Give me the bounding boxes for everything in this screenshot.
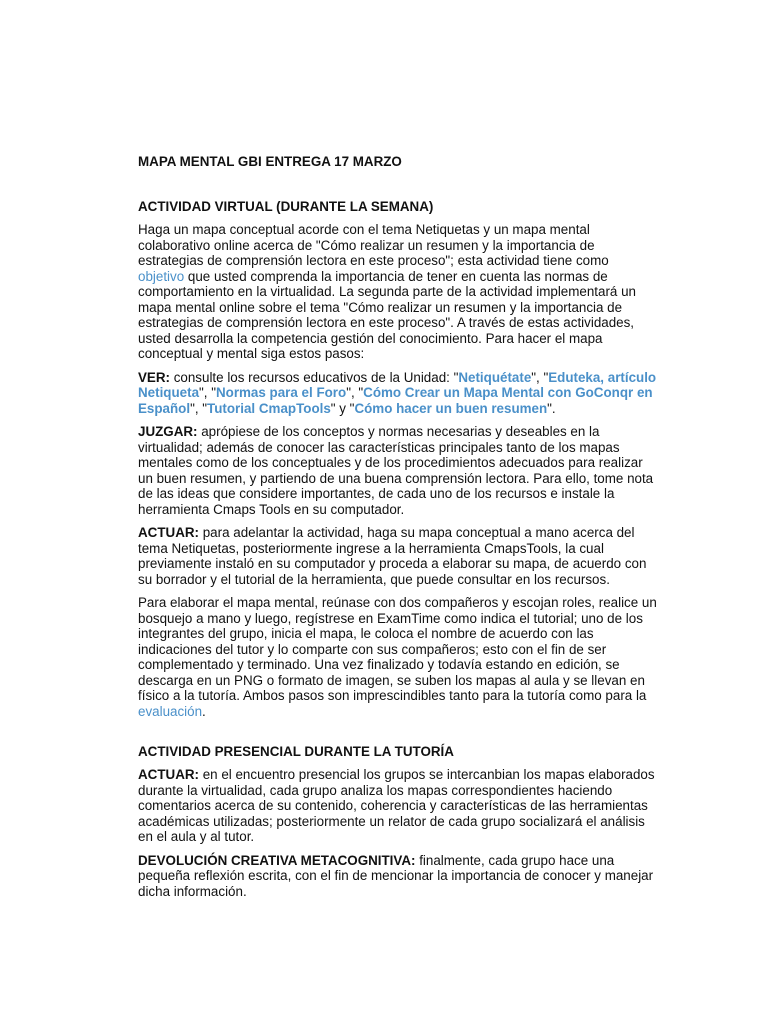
link-normas-foro[interactable]: Normas para el Foro — [215, 385, 347, 400]
section-heading-presencial: ACTIVIDAD PRESENCIAL DURANTE LA TUTORÍA — [138, 744, 454, 759]
ver-text-1: consulte los recursos educativos de la Unidad: " — [170, 369, 459, 385]
juzgar-text: aprópiese de los conceptos y normas necesarias y deseables en la virtualidad; además de conocer las características principales tanto de los mapas mentales como de los conceptuales y de los procedimientos adecuados para realizar un buen resumen, y partiendo de una buena comprensión lectora. Para ello, tome nota de las ideas que considere importantes, de cada uno de los recursos e instale la herramienta Cmaps Tools en su computador. — [138, 424, 654, 517]
devolucion-paragraph — [138, 853, 658, 900]
ver-text-3: ", " — [199, 385, 216, 400]
intro-paragraph — [138, 222, 658, 362]
actuar-presencial-paragraph — [138, 767, 658, 845]
mapa-mental-paragraph — [138, 595, 658, 719]
ver-paragraph — [138, 370, 658, 417]
ver-text-4: ", " — [346, 385, 364, 400]
document-page — [138, 153, 658, 899]
link-evaluacion[interactable]: evaluación — [138, 703, 203, 719]
juzgar-label: JUZGAR: — [138, 424, 198, 439]
ver-text-2: ", " — [531, 369, 549, 385]
actuar-virtual-text: para adelantar la actividad, haga su mapa conceptual a mano acerca del tema Netiquetas, posteriormente ingrese a la herramienta CmapsTools, la cual previamente instaló en su computador y proceda a elaborar su mapa, de acuerdo con su borrador y el tutorial de la herramienta, que puede consultar en los recursos. — [138, 525, 647, 587]
ver-text-6: " y " — [330, 400, 355, 416]
link-netiquetate[interactable]: Netiquétate — [458, 369, 532, 385]
intro-text-2: que usted comprenda la importancia de tener en cuenta las normas de comportamiento en la virtualidad. La segunda parte de la actividad implementará un mapa mental online sobre el tema "Cómo realizar un resumen y la importancia de estrategias de comprensión lectora en este proceso". A través de estas actividades, usted desarrolla la competencia gestión del conocimiento. Para hacer el mapa conceptual y mental siga estos pasos: — [138, 268, 636, 361]
juzgar-paragraph — [138, 424, 658, 517]
section-heading-virtual: ACTIVIDAD VIRTUAL (DURANTE LA SEMANA) — [138, 199, 434, 214]
actuar-virtual-paragraph — [138, 525, 658, 587]
mapa-mental-text: Para elaborar el mapa mental, reúnase con dos compañeros y escojan roles, realice un bosquejo a mano y luego, regístrese en ExamTime como indica el tutorial; uno de los integrantes del grupo, inicia el mapa, le coloca el nombre de acuerdo con las indicaciones del tutor y lo comparte con sus compañeros; esto con el fin de ser complementado y terminado. Una vez finalizado y todavía estando en edición, se descarga en un PNG o formato de imagen, se suben los mapas al aula y se llevan en físico a la tutoría. Ambos pasos son imprescindibles tanto para la tutoría como para la — [138, 595, 657, 703]
mapa-mental-end: . — [202, 703, 206, 719]
document-title: MAPA MENTAL GBI ENTREGA 17 MARZO — [138, 154, 402, 169]
ver-text-5: ", " — [190, 400, 208, 416]
actuar-virtual-label: ACTUAR: — [138, 525, 199, 540]
actuar-presencial-text: en el encuentro presencial los grupos se intercanbian los mapas elaborados durante la virtualidad, cada grupo analiza los mapas correspondientes haciendo comentarios acerca de su contenido, coherencia y características de las herramientas académicas utilizadas; posteriormente un relator de cada grupo socializará el análisis en el aula y al tutor. — [138, 767, 655, 844]
intro-text-1: Haga un mapa conceptual acorde con el tema Netiquetas y un mapa mental colaborativo online acerca de "Cómo realizar un resumen y la importancia de estrategias de comprensión lectora en este proceso"; esta actividad tiene como — [138, 222, 609, 268]
devolucion-label: DEVOLUCIÓN CREATIVA METACOGNITIVA: — [138, 852, 416, 868]
link-buen-resumen[interactable]: Cómo hacer un buen resumen — [354, 400, 548, 416]
link-tutorial-cmaptools[interactable]: Tutorial CmapTools — [207, 400, 331, 416]
ver-label: VER: — [138, 369, 170, 385]
link-objetivo[interactable]: objetivo — [138, 268, 185, 284]
actuar-presencial-label: ACTUAR: — [138, 767, 199, 782]
link-mapa-mental-goconqr[interactable]: Cómo Crear un Mapa Mental con GoConqr en Español — [138, 385, 653, 416]
devolucion-text: finalmente, cada grupo hace una pequeña reflexión escrita, con el fin de mencionar la importancia de conocer y manejar dicha información. — [138, 852, 654, 899]
ver-text-7: ". — [547, 400, 556, 416]
link-eduteka[interactable]: Eduteka, artículo Netiqueta — [138, 369, 657, 400]
